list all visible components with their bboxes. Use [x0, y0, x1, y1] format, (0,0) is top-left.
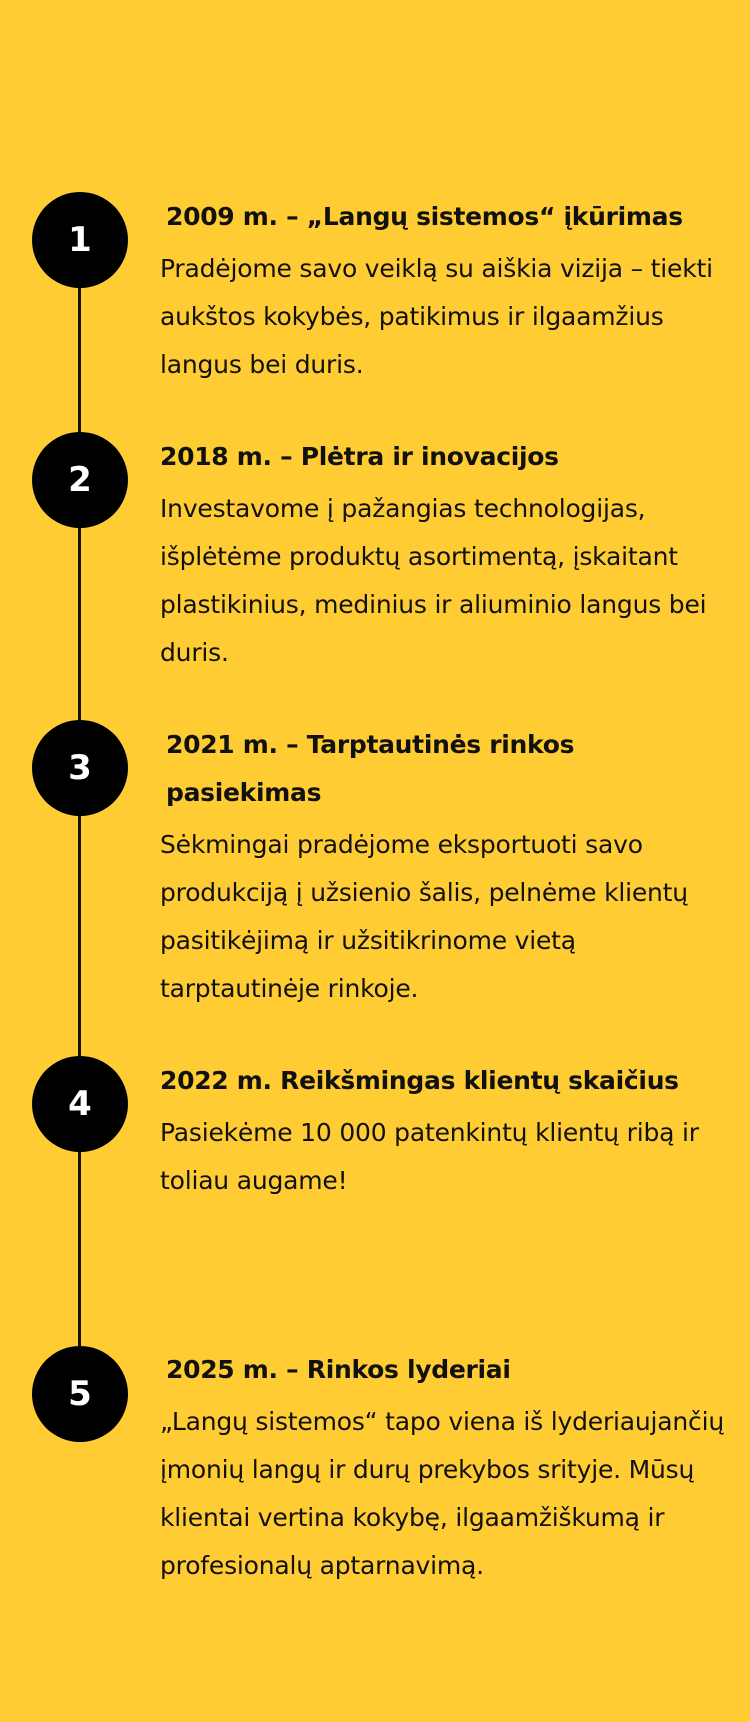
step-3-description: Sėkmingai pradėjome eksportuoti savo produkciją į užsienio šalis, pelnėme klientų pasitikėjimą ir užsitikrinome vietą tarptautinėje rinkoje. — [160, 830, 688, 1003]
step-2-description: Investavome į pažangias technologijas, išplėtėme produktų asortimentą, įskaitant plastikinius, medinius ir aliuminio langus bei duris. — [160, 494, 707, 667]
step-2-number-circle — [32, 432, 128, 528]
step-3-number-circle — [32, 720, 128, 816]
step-3-number: 3 — [68, 748, 92, 788]
step-4-title: 2022 m. Reikšmingas klientų skaičius — [160, 1066, 679, 1095]
step-2-title: 2018 m. – Plėtra ir inovacijos — [160, 442, 559, 471]
step-5-number: 5 — [68, 1374, 92, 1414]
step-4-number: 4 — [68, 1084, 92, 1124]
step-1-content — [160, 193, 730, 389]
step-4-number-circle — [32, 1056, 128, 1152]
step-4-description: Pasiekėme 10 000 patenkintų klientų ribą ir toliau augame! — [160, 1118, 699, 1195]
step-1-description: Pradėjome savo veiklą su aiškia vizija – tiekti aukštos kokybės, patikimus ir ilgaamžius langus bei duris. — [160, 254, 713, 379]
step-1-number-circle — [32, 192, 128, 288]
step-5-content — [160, 1346, 730, 1590]
step-1-number: 1 — [68, 220, 92, 260]
step-3-title: 2021 m. – Tarptautinės rinkos pasiekimas — [166, 730, 575, 807]
step-1-title: 2009 m. – „Langų sistemos“ įkūrimas — [166, 202, 683, 231]
step-2-content — [160, 433, 730, 677]
step-5-description: „Langų sistemos“ tapo viena iš lyderiaujančių įmonių langų ir durų prekybos srityje. Mūsų klientai vertina kokybę, ilgaamžiškumą ir profesionalų aptarnavimą. — [160, 1407, 724, 1580]
step-3-content — [160, 721, 730, 1013]
timeline-connector-line — [78, 240, 81, 1395]
step-5-title: 2025 m. – Rinkos lyderiai — [166, 1355, 511, 1384]
step-2-number: 2 — [68, 460, 92, 500]
step-4-content — [160, 1057, 730, 1205]
step-5-number-circle — [32, 1346, 128, 1442]
